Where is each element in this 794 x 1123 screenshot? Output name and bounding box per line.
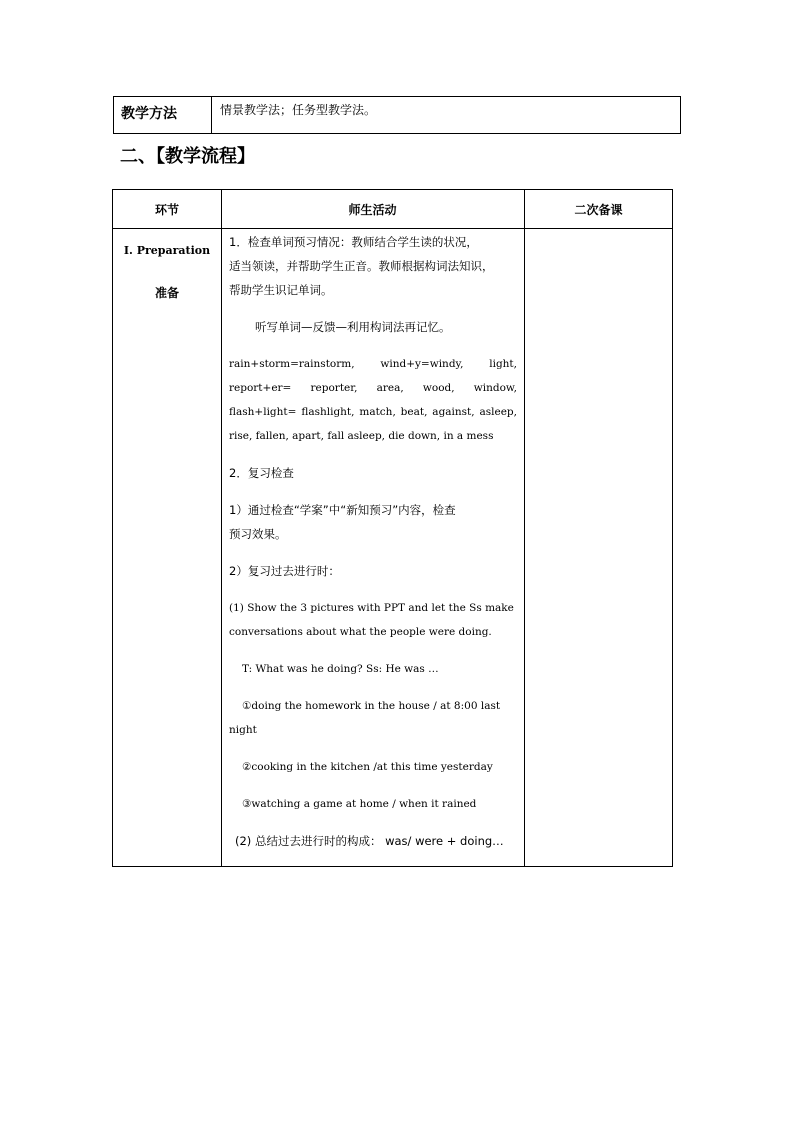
activity-line: 1）通过检查“学案”中“新知预习”内容，检查 [229,503,456,517]
activity-line: 1．检查单词预习情况：教师结合学生读的状况， [229,235,478,249]
header-activities: 师生活动 [348,202,397,217]
vocab-line: rain+storm=rainstorm, wind+y=windy, light, [229,358,517,370]
column-divider [524,190,525,866]
stage-name-cn: 准备 [154,286,179,300]
section-title: 二、【教学流程】 [120,146,255,167]
activity-line: T: What was he doing? Ss: He was … [242,663,439,675]
stage-name-en: I. Preparation [123,244,211,257]
activity-line: 适当领读，并帮助学生正音。教师根据构词法知识， [229,259,494,273]
teaching-method-value: 情景教学法；任务型教学法。 [220,103,377,117]
vocab-line: rise, fallen, apart, fall asleep, die down, in a mess [229,430,494,442]
activity-line: 预习效果。 [229,527,287,541]
vocab-line: report+er= reporter, area, wood, window, [229,382,517,394]
activity-line: night [229,724,257,736]
activity-line: 听写单词—反馈—利用构词法再记忆。 [255,320,451,334]
activity-line: 2）复习过去进行时： [229,564,340,578]
activity-line: ③watching a game at home / when it rained [242,798,477,810]
header-second-prep: 二次备课 [574,202,623,217]
teaching-method-label: 教学方法 [114,97,212,133]
activities-content [229,230,517,853]
teaching-flow-table [112,189,673,867]
vocab-line: flash+light= flashlight, match, beat, against, asleep, [229,406,517,418]
activity-line: conversations about what the people were doing. [229,626,492,638]
header-stage: 环节 [154,202,179,217]
column-divider [221,190,222,866]
activity-line: (2) 总结过去进行时的构成： was/ were + doing… [235,834,504,848]
activity-line: 帮助学生识记单词。 [229,283,333,297]
header-row-divider [113,228,672,229]
activity-line: ①doing the homework in the house / at 8:00 last [242,700,501,712]
teaching-method-table [113,96,681,134]
activity-line: (1) Show the 3 pictures with PPT and let the Ss make [229,602,514,614]
activity-line: 2．复习检查 [229,466,294,480]
activity-line: ②cooking in the kitchen /at this time yesterday [242,761,493,773]
